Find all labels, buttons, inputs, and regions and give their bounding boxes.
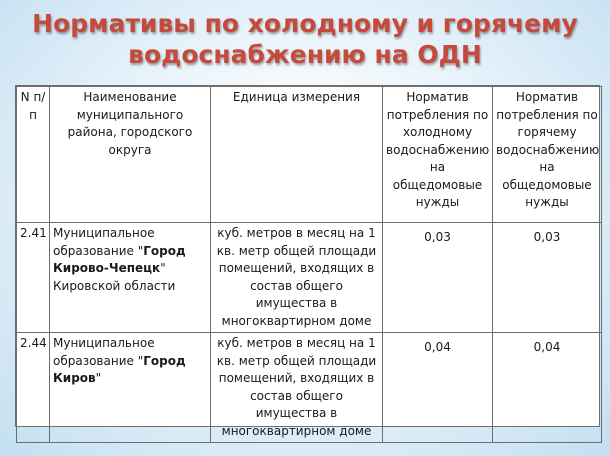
row-cold-water-value: 0,03 [383, 223, 493, 333]
row-municipality-suffix: " [95, 371, 102, 385]
row-cold-water-value: 0,04 [383, 333, 493, 443]
row-municipality [50, 223, 211, 333]
row-hot-water-value: 0,03 [493, 223, 602, 333]
header-unit: Единица измерения [211, 87, 383, 223]
row-unit: куб. метров в месяц на 1 кв. метр общей площади помещений, входящих в состав общего имущества в многоквартирном доме [211, 223, 383, 333]
slide-title-line-2: водоснабжению на ОДН [128, 40, 482, 69]
row-municipality-city: Город Кирово-Чепецк [53, 243, 186, 275]
row-num: 2.44 [17, 333, 50, 443]
slide-title [0, 8, 610, 70]
row-municipality-city: Город Киров [53, 353, 186, 385]
row-municipality-suffix: " Кировской области [53, 261, 176, 293]
table-header-row [17, 87, 602, 223]
table-row [17, 333, 602, 443]
header-name: Наименование муниципального района, городского округа [50, 87, 211, 223]
row-unit: куб. метров в месяц на 1 кв. метр общей площади помещений, входящих в состав общего имущества в многоквартирном доме [211, 333, 383, 443]
row-municipality-prefix: Муниципальное образование " [53, 226, 155, 258]
slide-title-line-1: Нормативы по холодному и горячему [32, 9, 578, 38]
header-cold-water-norm: Норматив потребления по холодному водоснабжению на общедомовые нужды [383, 87, 493, 223]
norms-table-container [15, 85, 600, 438]
header-hot-water-norm: Норматив потребления по горячему водоснабжению на общедомовые нужды [493, 87, 602, 223]
row-municipality [50, 333, 211, 443]
table-row [17, 223, 602, 333]
row-num: 2.41 [17, 223, 50, 333]
header-num: N п/п [17, 87, 50, 223]
row-hot-water-value: 0,04 [493, 333, 602, 443]
norms-table [16, 86, 602, 443]
row-municipality-prefix: Муниципальное образование " [53, 336, 155, 368]
